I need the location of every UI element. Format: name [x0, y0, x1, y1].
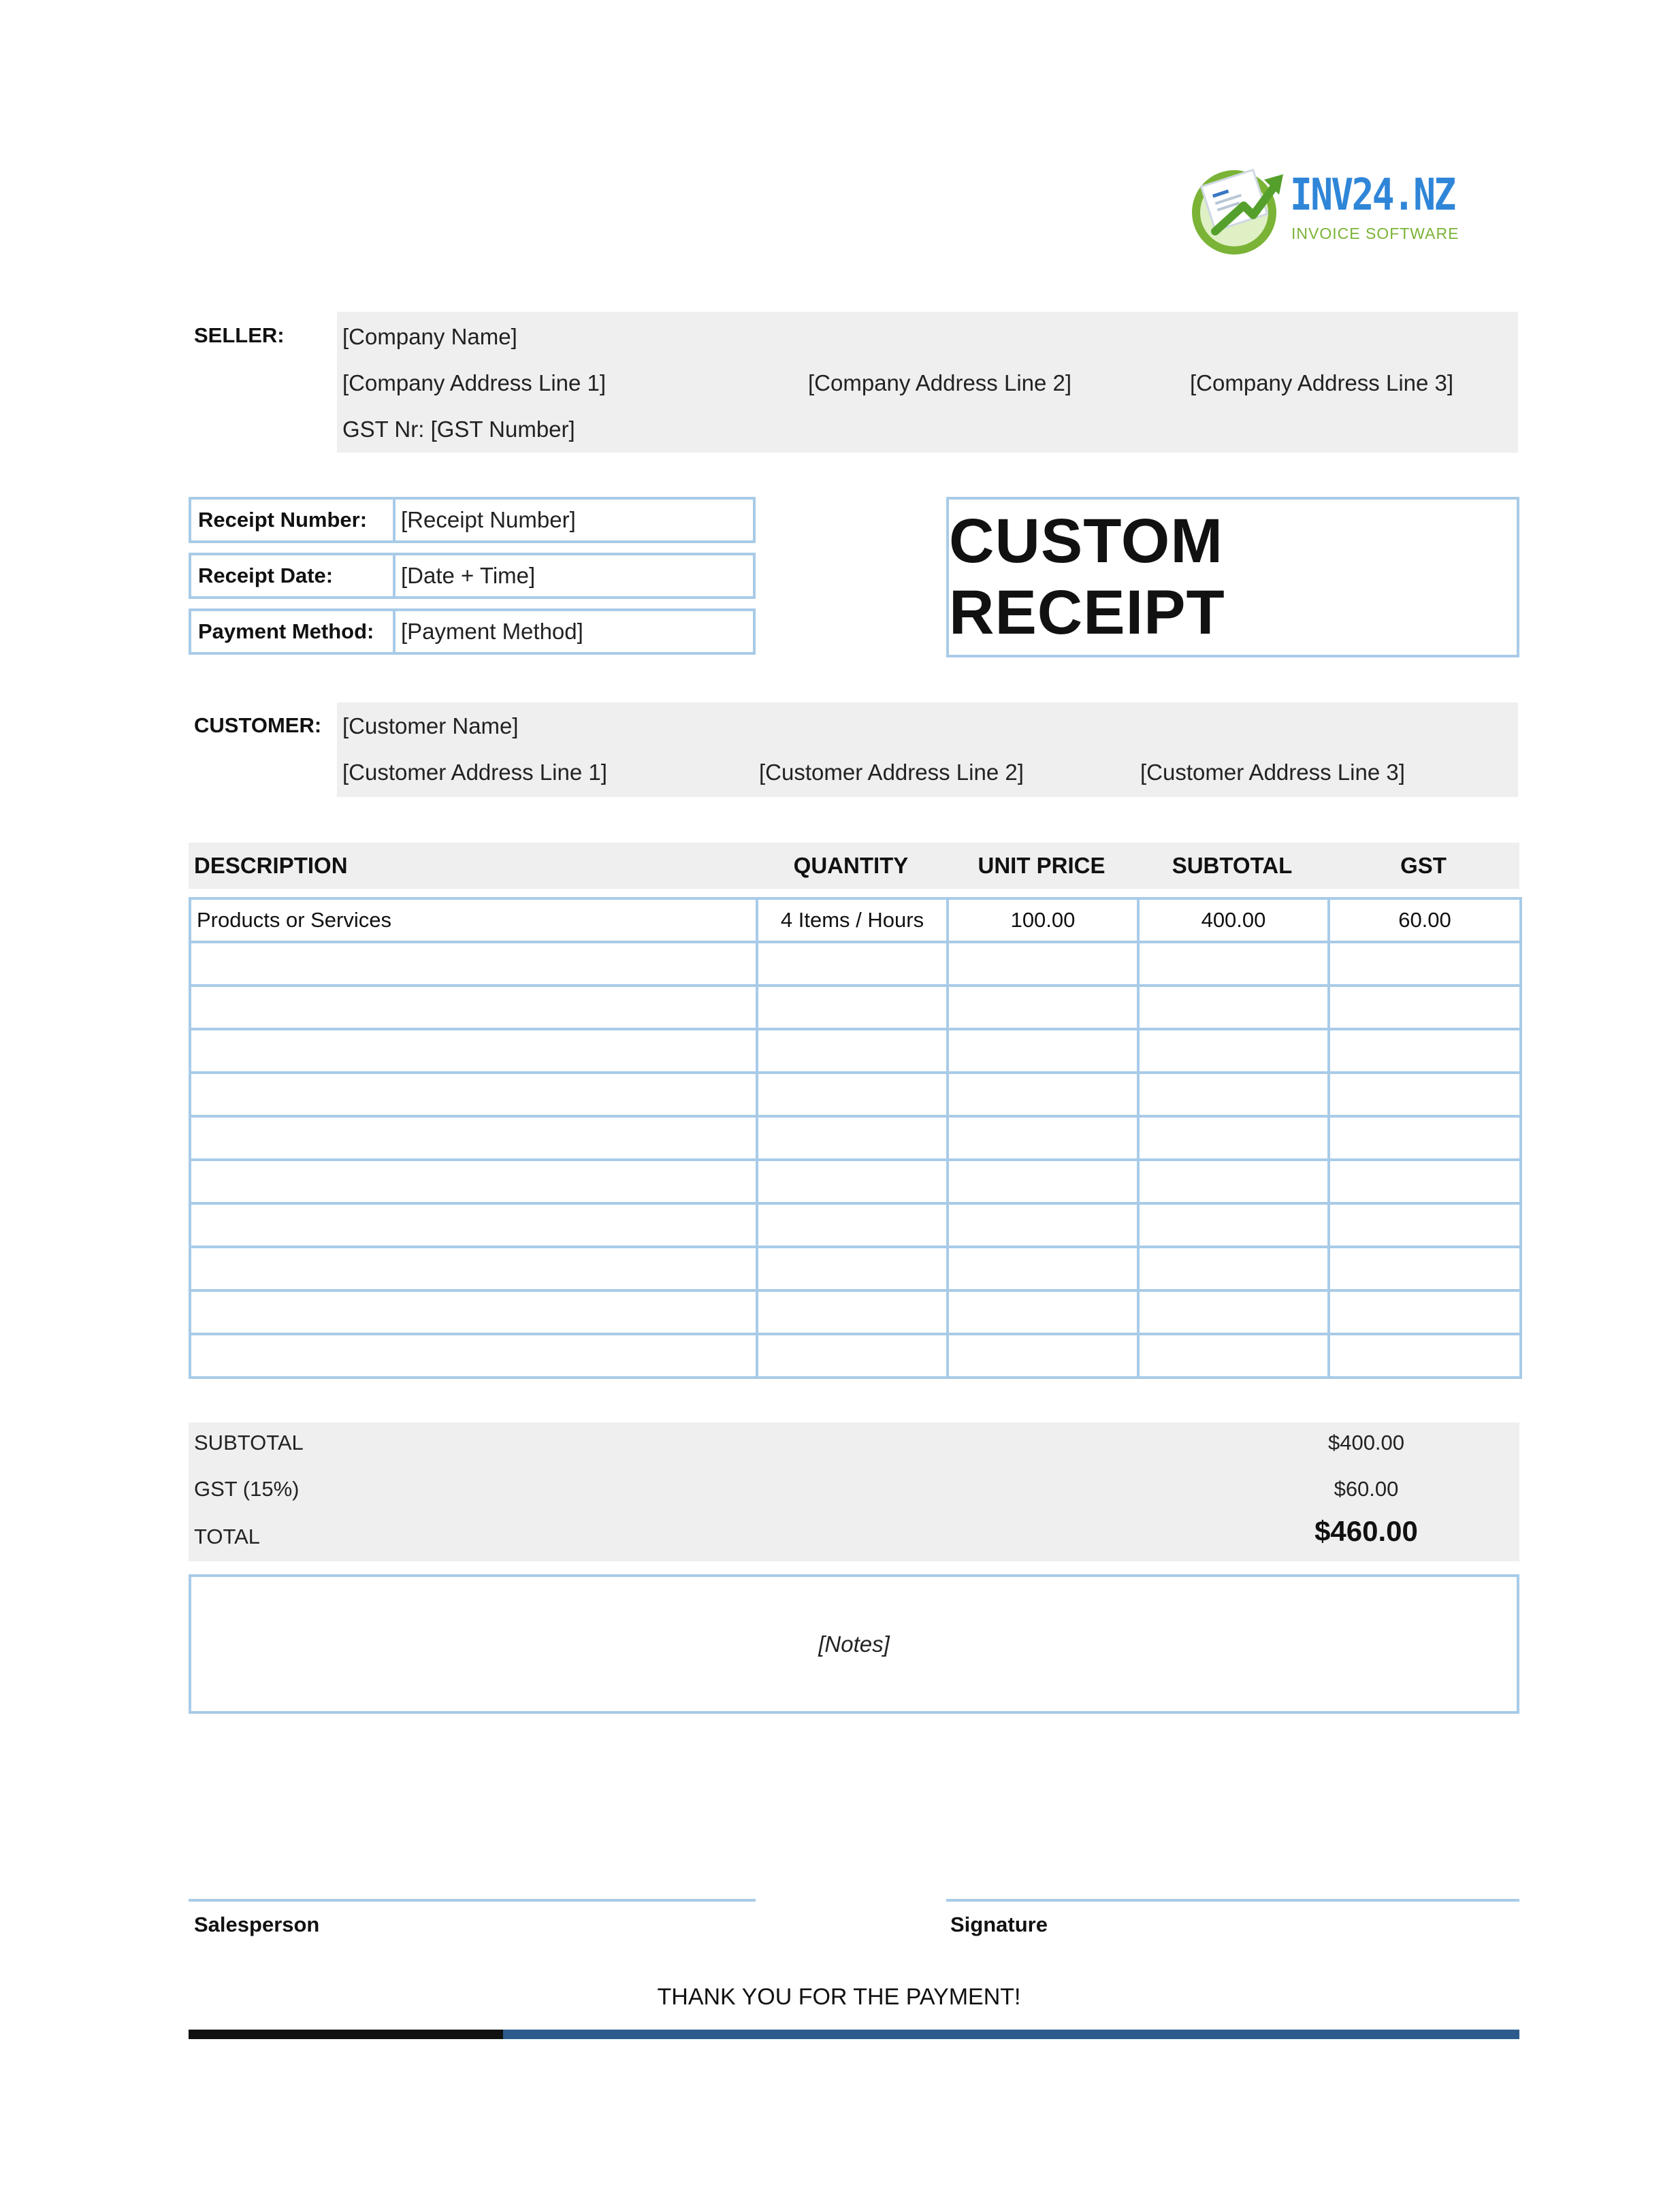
notes-text: [Notes] [818, 1631, 890, 1657]
cell-gst[interactable] [1329, 1247, 1521, 1290]
cell-gst[interactable] [1329, 942, 1521, 986]
cell-subtotal[interactable] [1138, 1203, 1329, 1247]
gst-label: GST (15%) [194, 1477, 300, 1501]
seller-label: SELLER: [194, 323, 285, 347]
cell-quantity[interactable] [757, 986, 948, 1029]
cell-subtotal[interactable] [1138, 1029, 1329, 1073]
subtotal-label: SUBTOTAL [194, 1431, 304, 1454]
salesperson-label: Salesperson [194, 1913, 320, 1936]
cell-gst[interactable] [1329, 1290, 1521, 1334]
seller-address-line-3: [Company Address Line 3] [1190, 370, 1454, 395]
cell-gst[interactable] [1329, 1116, 1521, 1160]
footer-bar-blue [503, 2030, 1519, 2039]
cell-subtotal[interactable] [1138, 1160, 1329, 1203]
table-row [190, 986, 1521, 1029]
customer-address-line-2: [Customer Address Line 2] [759, 760, 1024, 785]
column-header-subtotal: SUBTOTAL [1172, 853, 1293, 878]
notes-box[interactable] [189, 1574, 1519, 1714]
customer-info-panel [337, 702, 1518, 797]
company-logo [1188, 157, 1474, 259]
cell-unit-price[interactable] [948, 986, 1138, 1029]
table-row [190, 1116, 1521, 1160]
cell-description[interactable] [190, 1073, 757, 1116]
customer-address-line-3: [Customer Address Line 3] [1140, 760, 1405, 785]
customer-address-line-1: [Customer Address Line 1] [342, 760, 607, 785]
cell-quantity[interactable] [757, 1247, 948, 1290]
cell-quantity[interactable] [757, 1029, 948, 1073]
payment-method-value[interactable]: [Payment Method] [401, 619, 583, 644]
table-row [190, 1029, 1521, 1073]
table-row [190, 1334, 1521, 1378]
cell-subtotal[interactable] [1138, 942, 1329, 986]
cell-subtotal[interactable] [1138, 1073, 1329, 1116]
receipt-date-label: Receipt Date: [191, 555, 396, 596]
cell-subtotal[interactable] [1138, 1247, 1329, 1290]
logo-brand-text: INV24.NZ [1290, 170, 1455, 221]
column-header-unit-price: UNIT PRICE [978, 853, 1106, 878]
cell-unit-price[interactable] [948, 1247, 1138, 1290]
column-header-quantity: QUANTITY [793, 853, 909, 878]
column-header-gst: GST [1400, 853, 1447, 878]
cell-gst[interactable] [1329, 1029, 1521, 1073]
paper-arrow-logo-icon [1188, 157, 1290, 259]
subtotal-value: $400.00 [1327, 1431, 1405, 1454]
cell-description[interactable] [190, 1116, 757, 1160]
cell-gst[interactable] [1329, 1203, 1521, 1247]
cell-quantity[interactable] [757, 1116, 948, 1160]
column-header-description: DESCRIPTION [194, 853, 348, 878]
cell-quantity[interactable] [757, 942, 948, 986]
receipt-title: CUSTOM RECEIPT [949, 506, 1225, 647]
table-row [190, 1203, 1521, 1247]
cell-unit-price[interactable] [948, 1160, 1138, 1203]
cell-subtotal[interactable]: 400.00 [1138, 898, 1329, 942]
receipt-date-value[interactable]: [Date + Time] [401, 563, 536, 588]
cell-gst[interactable] [1329, 1073, 1521, 1116]
items-table [189, 897, 1522, 1379]
receipt-number-label: Receipt Number: [191, 500, 396, 540]
signature-label: Signature [950, 1913, 1048, 1936]
seller-info-panel [337, 312, 1518, 453]
footer-bar-dark [189, 2030, 503, 2039]
receipt-number-value[interactable]: [Receipt Number] [401, 507, 576, 532]
cell-subtotal[interactable] [1138, 1290, 1329, 1334]
cell-gst[interactable]: 60.00 [1329, 898, 1521, 942]
seller-company-name: [Company Name] [342, 324, 517, 349]
seller-address-line-2: [Company Address Line 2] [808, 370, 1072, 395]
cell-unit-price[interactable]: 100.00 [948, 898, 1138, 942]
receipt-number-row [189, 497, 756, 543]
cell-gst[interactable] [1329, 1334, 1521, 1378]
payment-method-label: Payment Method: [191, 611, 396, 652]
receipt-title-box [946, 497, 1519, 657]
cell-quantity[interactable] [757, 1203, 948, 1247]
cell-description[interactable] [190, 942, 757, 986]
cell-unit-price[interactable] [948, 1334, 1138, 1378]
cell-description[interactable] [190, 1334, 757, 1378]
table-row [190, 1290, 1521, 1334]
receipt-date-row [189, 553, 756, 599]
cell-unit-price[interactable] [948, 1290, 1138, 1334]
cell-unit-price[interactable] [948, 1029, 1138, 1073]
table-row [190, 1247, 1521, 1290]
cell-quantity[interactable] [757, 1073, 948, 1116]
cell-subtotal[interactable] [1138, 1116, 1329, 1160]
cell-quantity[interactable] [757, 1290, 948, 1334]
customer-name: [Customer Name] [342, 713, 519, 738]
cell-description[interactable] [190, 1203, 757, 1247]
cell-quantity[interactable] [757, 1160, 948, 1203]
total-label: TOTAL [194, 1525, 261, 1548]
total-value: $460.00 [1314, 1515, 1418, 1547]
cell-description[interactable] [190, 1247, 757, 1290]
logo-tagline: INVOICE SOFTWARE [1291, 225, 1459, 242]
table-row [190, 898, 1521, 942]
items-table-header [189, 843, 1519, 889]
cell-gst[interactable] [1329, 986, 1521, 1029]
cell-subtotal[interactable] [1138, 1334, 1329, 1378]
table-row [190, 1073, 1521, 1116]
cell-unit-price[interactable] [948, 942, 1138, 986]
totals-panel [189, 1422, 1519, 1561]
signature-line [946, 1899, 1519, 1902]
customer-label: CUSTOMER: [194, 713, 322, 737]
cell-quantity[interactable] [757, 1334, 948, 1378]
cell-description[interactable]: Products or Services [190, 898, 757, 942]
cell-subtotal[interactable] [1138, 986, 1329, 1029]
payment-method-row [189, 608, 756, 655]
cell-quantity[interactable]: 4 Items / Hours [757, 898, 948, 942]
seller-address-line-1: [Company Address Line 1] [342, 370, 607, 395]
salesperson-signature-line [189, 1899, 756, 1902]
cell-unit-price[interactable] [948, 1116, 1138, 1160]
cell-gst[interactable] [1329, 1160, 1521, 1203]
thank-you-message: THANK YOU FOR THE PAYMENT! [657, 1984, 1021, 2010]
cell-unit-price[interactable] [948, 1203, 1138, 1247]
cell-description[interactable] [190, 1160, 757, 1203]
cell-description[interactable] [190, 986, 757, 1029]
table-row [190, 942, 1521, 986]
table-row [190, 1160, 1521, 1203]
seller-gst-number: GST Nr: [GST Number] [342, 417, 575, 442]
cell-description[interactable] [190, 1290, 757, 1334]
gst-value: $60.00 [1334, 1477, 1399, 1501]
cell-unit-price[interactable] [948, 1073, 1138, 1116]
cell-description[interactable] [190, 1029, 757, 1073]
